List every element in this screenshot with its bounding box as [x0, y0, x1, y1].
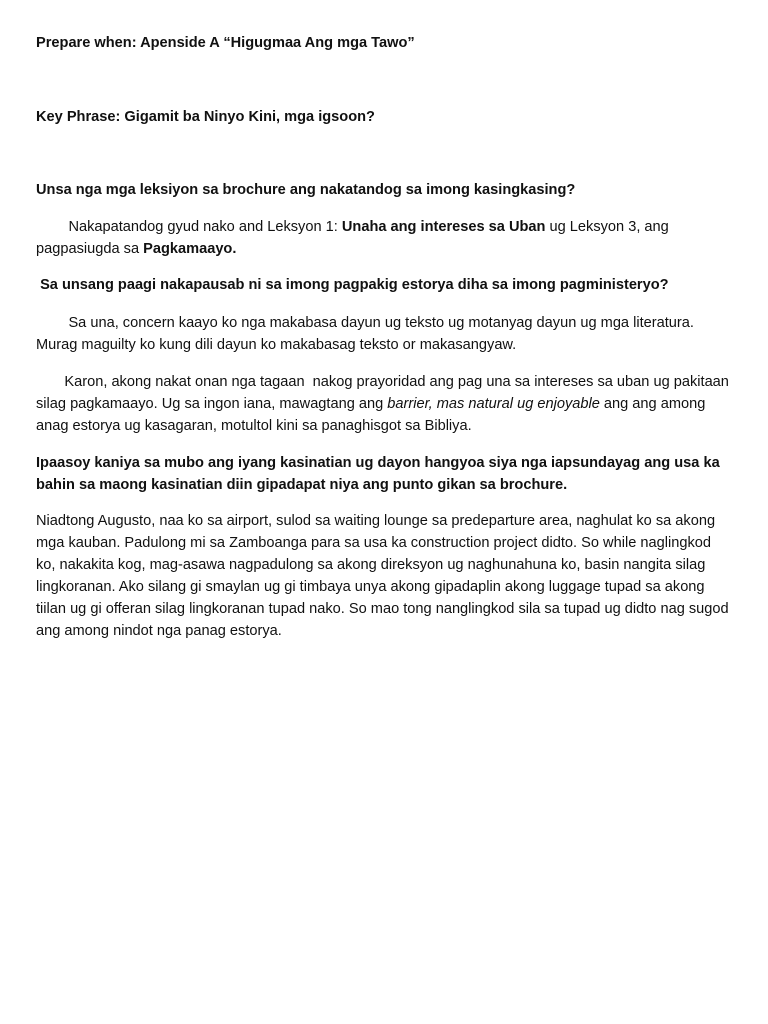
answer-2-text-a: Karon, akong nakat onan nga tagaan nakog prayoridad ang pag una sa intereses sa uban ug pakitaan silag pagkamaayo. Ug sa ingon iana, mawagtang ang — [36, 374, 733, 412]
answer-1-text-a: Nakapatandog gyud nako and Leksyon 1: — [36, 219, 342, 235]
answer-1-bold-b: Pagkamaayo. — [143, 241, 237, 257]
question-2: Sa unsang paagi nakapausab ni sa imong pagpakig estorya diha sa imong pagministeryo? — [36, 277, 669, 293]
key-phrase-heading: Key Phrase: Gigamit ba Ninyo Kini, mga igsoon? — [36, 109, 375, 125]
answer-1-text-b: ug Leksyon 3, ang pagpasiugda sa — [36, 219, 669, 257]
question-3: Ipaasoy kaniya sa mubo ang iyang kasinatian ug dayon hangyoa siya nga iapsundayag ang usa ka bahin sa maong kasinatian diin gipadapat niya ang punto gikan sa brochure. — [36, 455, 720, 493]
answer-2-italic: barrier, mas natural ug enjoyable — [387, 396, 600, 412]
prepare-heading: Prepare when: Apenside A “Higugmaa Ang mga Tawo” — [36, 35, 415, 51]
answer-2-paragraph-2 — [36, 371, 732, 437]
answer-1-bold-a: Unaha ang intereses sa Uban — [341, 219, 546, 235]
answer-2-text-b: ang ang among anag estorya ug kasagaran, motultol kini sa panaghisgot sa Bibliya. — [36, 396, 706, 434]
answer-3: Niadtong Augusto, naa ko sa airport, sulod sa waiting lounge sa predeparture area, naghulat ko sa akong mga kauban. Padulong mi sa Zamboanga para sa usa ka construction project didto. So while naglingkod ko, nakakita kog, mag-asawa nagpadulong sa akong direksyon ug naghunahuna ko, basin nangita silag lingkoranan. Ako silang gi smaylan ug gi timbaya unya akong gipadaplin akong luggage tupad sa akong tiilan ug gi offeran silag lingkoranan tupad nako. So mao tong nanglingkod sila sa tupad ug didto nag sugod ang among nindot nga panag estorya. — [36, 513, 729, 639]
question-1: Unsa nga mga leksiyon sa brochure ang nakatandog sa imong kasingkasing? — [36, 182, 576, 198]
answer-1 — [36, 216, 732, 260]
answer-2-paragraph-1: Sa una, concern kaayo ko nga makabasa dayun ug teksto ug motanyag dayun ug mga literatura. Murag maguilty ko kung dili dayun ko makabasag teksto or makasangyaw. — [36, 315, 699, 353]
